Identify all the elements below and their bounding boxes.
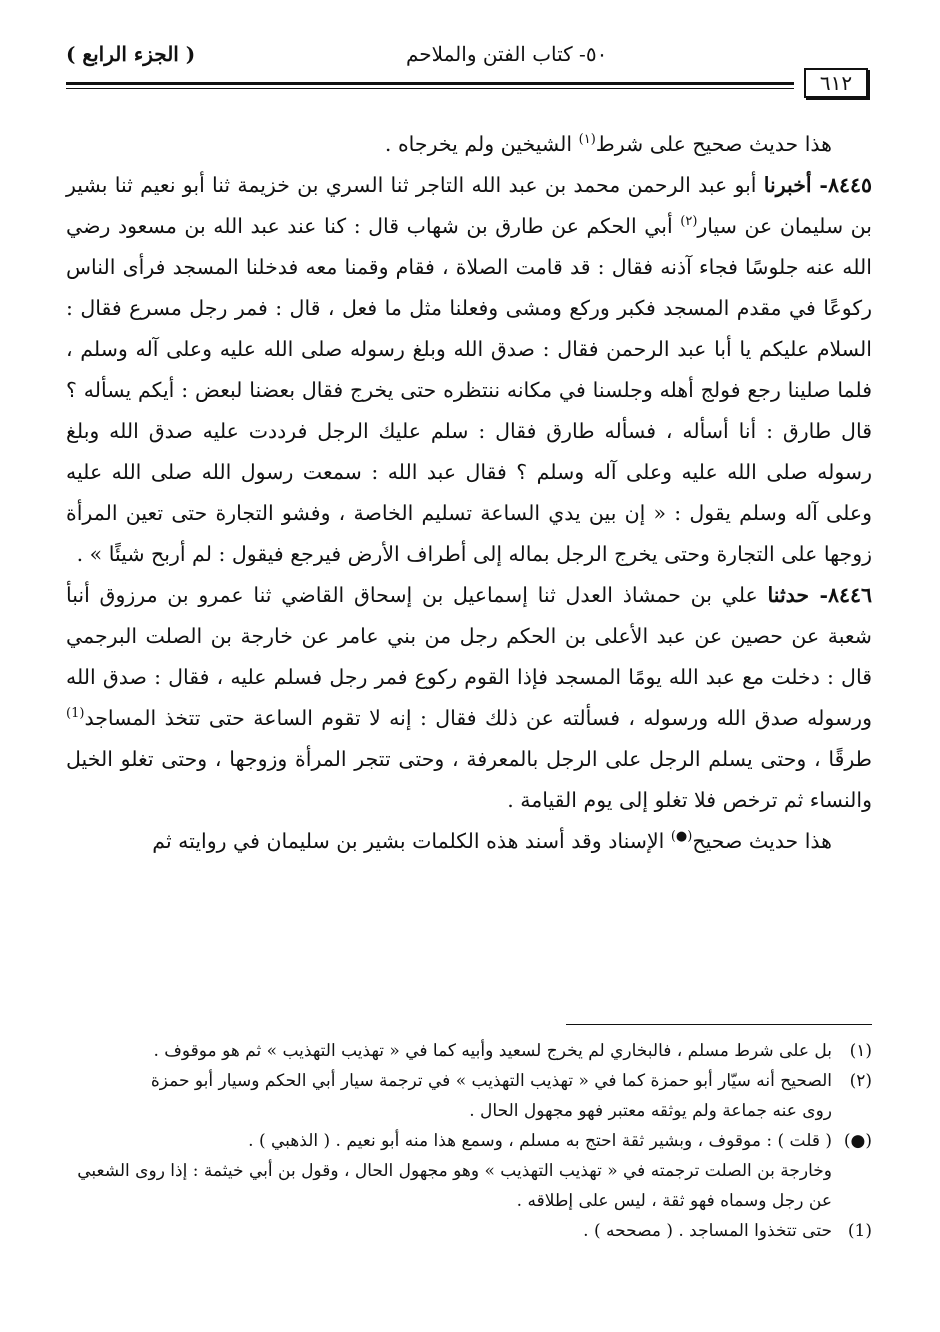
page-header <box>66 42 872 95</box>
footnotes <box>66 1036 872 1246</box>
footnote-text: الصحيح أنه سيّار أبو حمزة كما في « تهذيب التهذيب » في ترجمة سيار أبي الحكم وسيار أبو حمزة <box>150 1071 832 1091</box>
footnote-mark: (٢) <box>849 1071 872 1091</box>
footnote-text: حتى تتخذوا المساجد . ( مصححه ) . <box>583 1221 832 1241</box>
footnote-ref: (١) <box>578 132 596 148</box>
hadith-8445 <box>66 165 872 575</box>
volume-label: ( الجزء الرابع ) <box>66 42 196 66</box>
header-rule <box>66 82 794 85</box>
text: أبي الحكم عن طارق بن شهاب قال : كنا عند عبد الله بن مسعود رضي الله عنه جلوسًا فجاء آذنه فقال : قد قامت الصلاة ، فقام وقمنا معه فدخلنا المسجد فرأى الناس ركوعًا في مقدم المسجد فكبر وركع ومشى وفعلنا مثل ما فعل ، قال : فمر رجل مسرع فقال : السلام عليكم يا أبا عبد الرحمن فقال : صدق الله وبلغ رسوله صلى الله عليه وعلى آله وسلم ، فلما صلينا رجع فولج أهله وجلسنا في مكانه ننتظره حتى يخرج فقال بعضنا لبعض : أيكم يسأله ؟ قال طارق : أنا أسأله ، فسأله طارق فقال : سلم عليك الرجل فرددت عليه صدق الله وبلغ رسوله صلى الله عليه وعلى آله وسلم ؟ فقال عبد الله : سمعت رسول الله صلى الله عليه وعلى آله وسلم يقول : « إن بين يدي الساعة تسليم الخاصة ، وفشو التجارة حتى تعين المرأة زوجها على التجارة وحتى يخرج الرجل بماله إلى أطراف الأرض فيرجع فيقول : لم أربح شيئًا » . <box>66 214 872 566</box>
chapter-title: ٥٠- كتاب الفتن والملاحم <box>406 42 608 66</box>
footnote-mark: (١) <box>849 1041 872 1061</box>
footnote-item <box>66 1036 872 1066</box>
hadith-number: ٨٤٤٥- <box>811 173 872 197</box>
footnote-separator <box>566 1024 872 1025</box>
text: طرقًا ، وحتى يسلم الرجل على الرجل بالمعرفة ، وحتى تتجر المرأة وزوجها ، وحتى تغلو الخيل والنساء ثم ترخص فلا تغلو إلى يوم القيامة . <box>66 747 872 812</box>
transmission-verb: حدثنا <box>767 583 810 607</box>
paragraph-grading <box>66 821 872 862</box>
text: هذا حديث صحيح على شرط <box>595 132 832 156</box>
hadith-number: ٨٤٤٦- <box>809 583 872 607</box>
text: علي بن حمشاذ العدل ثنا إسماعيل بن إسحاق القاضي ثنا عمرو بن مرزوق أنبأ شعبة عن حصين عن عبد الأعلى بن الحكم رجل من بني عامر عن خارجة بن الصلت البرجمي قال : دخلت مع عبد الله يومًا المسجد فإذا القوم ركوع فمر رجل فسلم عليه ، فقال : صدق الله ورسوله صدق الله ورسوله ، فسألته عن ذلك فقال : إنه لا تقوم الساعة حتى تتخذ المساجد <box>66 583 872 730</box>
paragraph-intro <box>66 124 872 165</box>
footnote-text: ( قلت ) : موقوف ، وبشير ثقة احتج به مسلم ، وسمع هذا منه أبو نعيم . ( الذهبي ) . <box>248 1131 832 1151</box>
footnote-ref: (1) <box>66 706 85 722</box>
text: الشيخين ولم يخرجاه . <box>384 132 579 156</box>
footnote-text: بل على شرط مسلم ، فالبخاري لم يخرج لسعيد وأبيه كما في « تهذيب التهذيب » ثم هو موقوف . <box>153 1041 832 1061</box>
footnote-item <box>66 1126 872 1156</box>
transmission-verb: أخبرنا <box>763 173 812 197</box>
footnote-ref: (٢) <box>680 214 698 230</box>
page-number-box: ٦١٢ <box>804 68 868 98</box>
footnote-mark: (1) <box>847 1221 872 1241</box>
text: أبو عبد الرحمن محمد بن عبد الله التاجر ثنا السري بن خزيمة ثنا أبو نعيم ثنا بشير بن سليمان عن سيار <box>66 173 872 238</box>
footnote-item <box>66 1066 872 1096</box>
header-rule-thin <box>66 88 794 89</box>
hadith-8446 <box>66 575 872 821</box>
footnote-mark: (●) <box>843 1131 872 1151</box>
footnote-continuation: روى عنه جماعة ولم يوثقه معتبر فهو مجهول الحال . <box>469 1101 832 1121</box>
main-text <box>66 124 872 862</box>
text: الإسناد وقد أسند هذه الكلمات بشير بن سليمان في روايته ثم <box>152 829 671 853</box>
text: هذا حديث صحيح <box>692 829 832 853</box>
footnote-continuation: وخارجة بن الصلت ترجمته في « تهذيب التهذيب » وهو مجهول الحال ، وقول بن أبي خيثمة : إذا روى الشعبي عن رجل وسماه فهو ثقة ، ليس على إطلاقه . <box>77 1161 832 1211</box>
footnote-item <box>66 1216 872 1246</box>
footnote-ref: (●) <box>670 829 693 845</box>
